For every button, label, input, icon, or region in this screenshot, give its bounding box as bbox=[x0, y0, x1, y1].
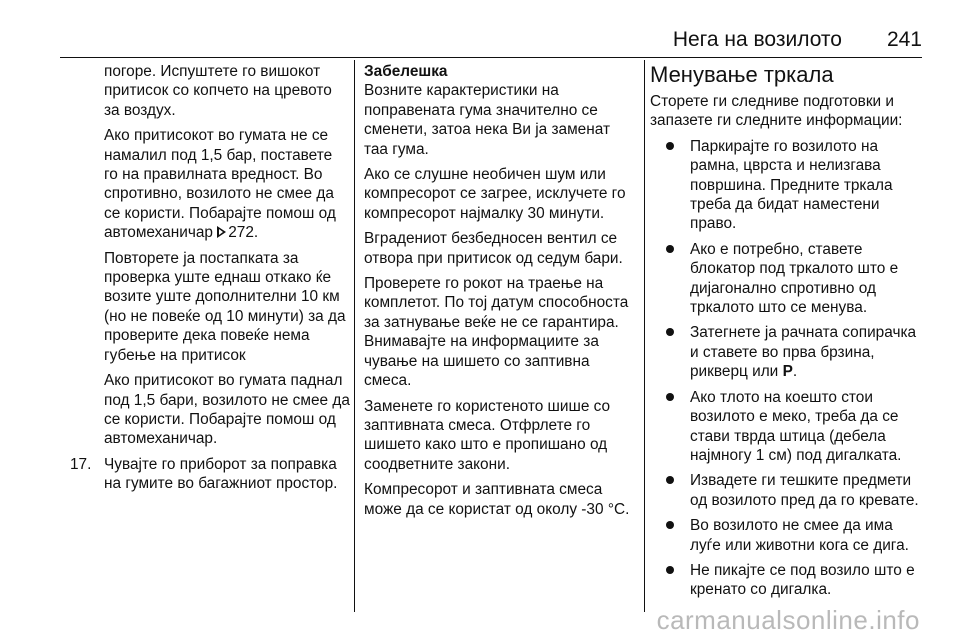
gear-p-label: P bbox=[782, 363, 793, 381]
bullet-icon bbox=[666, 566, 674, 574]
numbered-step-17 bbox=[60, 455, 350, 494]
section-intro: Сторете ги следниве подготовки и запазете ги следните информации: bbox=[650, 93, 903, 130]
bullet-icon bbox=[666, 393, 674, 401]
page-header bbox=[60, 26, 922, 54]
list-item-text: Во возилото не смее да има луѓе или животни кога се дига. bbox=[690, 517, 909, 554]
list-item-text: Ако тлото на коешто стои возилото е меко, треба да се стави тврда штица (дебела најмногу 1 см) под дигалката. bbox=[690, 388, 902, 464]
bullet-icon bbox=[666, 245, 674, 253]
col2-paragraph-3: Вградениот безбедносен вентил се отвора при притисок од седум бари. bbox=[364, 230, 623, 267]
header-title: Нега на возилото bbox=[672, 28, 842, 51]
bullet-icon bbox=[666, 521, 674, 529]
col2-paragraph-1: Возните карактеристики на поправената гума значително се сменети, затоа нека Ви ја заменат таа гума. bbox=[364, 82, 611, 158]
step-text: Чувајте го приборот за поправка на гумите во багажниот простор. bbox=[104, 455, 338, 493]
list-item bbox=[650, 516, 926, 555]
bullet-icon bbox=[666, 476, 674, 484]
note-title: Забелешка bbox=[364, 63, 448, 80]
col2-paragraph-4: Проверете го рокот на траење на комплетот. По тој датум способноста за затнување веќе не се гарантира. Внимавајте на информациите за чување на шишето со заптивна смеса. bbox=[364, 275, 629, 390]
list-item bbox=[650, 240, 926, 318]
list-item bbox=[650, 323, 926, 381]
bullet-icon bbox=[666, 328, 674, 336]
list-item-text: Ако е потребно, ставете блокатор под тркалото што е дијагонално спротивно од тркалото што се менува. bbox=[690, 240, 899, 317]
list-item bbox=[650, 388, 926, 466]
list-item-text: Не пикајте се под возило што е кренато со дигалка. bbox=[690, 561, 915, 599]
list-item-text: Паркирајте го возилото на рамна, цврста и нелизгава површина. Предните тркала треба да бидат наместени право. bbox=[690, 137, 893, 233]
list-item bbox=[650, 137, 926, 234]
list-item bbox=[650, 471, 926, 510]
page-reference-link[interactable]: 272. bbox=[228, 224, 259, 242]
page-reference-icon bbox=[217, 226, 226, 238]
section-title: Менување тркала bbox=[650, 62, 834, 87]
col1-paragraph-4: Ако притисокот во гумата паднал под 1,5 бари, возилото не смее да се користи. Побарајте помош од автомеханичар. bbox=[104, 372, 350, 448]
header-rule bbox=[60, 57, 922, 58]
col2-paragraph-5: Заменете го користеното шише со заптивната смеса. Отфрлете го шишето како што е пропишано од соодветните закони. bbox=[364, 397, 611, 473]
page-number: 241 bbox=[886, 28, 922, 51]
column-1 bbox=[60, 62, 350, 500]
column-3 bbox=[650, 62, 926, 606]
col1-paragraph-2 bbox=[60, 126, 350, 242]
list-item bbox=[650, 561, 926, 600]
col1-paragraph-3: Повторете ја постапката за проверка уште еднаш откако ќе возите уште дополнителни 10 км (но не повеќе од 10 минути) за да проверите дека повеќе нема губење на притисок bbox=[104, 249, 346, 364]
watermark: carmanualsonline.info bbox=[656, 605, 920, 635]
col2-paragraph-6: Компресорот и заптивната смеса може да се користат од околу -30 °C. bbox=[364, 481, 630, 518]
column-2 bbox=[364, 62, 636, 525]
list-item-text: Затегнете ја рачната сопирачка и ставете во прва брзина, рикверц или bbox=[690, 324, 917, 381]
col2-paragraph-2: Ако се слушне необичен шум или компресорот се загрее, исклучете го компресорот најмалку 30 минути. bbox=[364, 166, 626, 222]
col1-paragraph-1: погоре. Испуштете го вишокот притисок со копчето на цревото за воздух. bbox=[104, 63, 332, 119]
column-divider-2 bbox=[644, 60, 645, 612]
step-number: 17. bbox=[70, 455, 92, 473]
bullet-list bbox=[650, 137, 926, 600]
list-item-text: Извадете ги тешките предмети од возилото пред да го кревате. bbox=[690, 472, 919, 509]
bullet-icon bbox=[666, 142, 674, 150]
col1-paragraph-2-text: Ако притисокот во гумата не се намалил под 1,5 бар, поставете го на правилната вредност. Во спротивно, возилото не смее да се користи. Побарајте помош од автомеханичар bbox=[104, 127, 336, 242]
column-divider-1 bbox=[354, 60, 355, 612]
list-item-end: . bbox=[792, 363, 798, 381]
